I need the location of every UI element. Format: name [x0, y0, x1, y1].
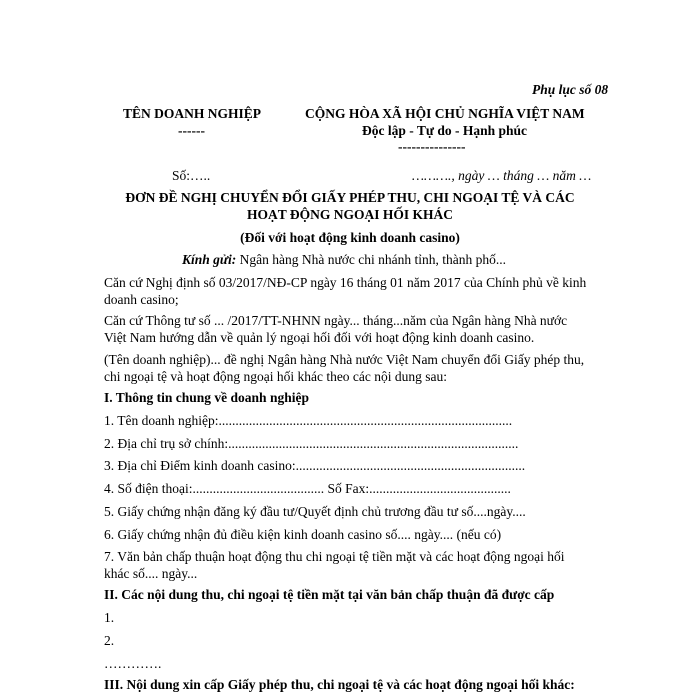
recipient-label: Kính gửi:	[182, 252, 237, 267]
recipient-value: Ngân hàng Nhà nước chi nhánh tỉnh, thành phố...	[236, 252, 507, 267]
section1-heading: I. Thông tin chung về doanh nghiệp	[104, 390, 309, 405]
recipient-line	[182, 252, 506, 268]
republic-title: CỘNG HÒA XÃ HỘI CHỦ NGHĨA VIỆT NAM	[305, 106, 585, 121]
request-line1: (Tên doanh nghiệp)... đề nghị Ngân hàng Nhà nước Việt Nam chuyển đổi Giấy phép thu,	[104, 352, 585, 367]
section3-heading: III. Nội dung xin cấp Giấy phép thu, chi ngoại tệ và các hoạt động ngoại hối khác:	[104, 677, 575, 692]
appendix-label: Phụ lục số 08	[532, 82, 609, 97]
basis2-line2: Việt Nam hướng dẫn về quản lý ngoại hối đối với hoạt động kinh doanh casino.	[104, 330, 535, 345]
document-title-line1: ĐƠN ĐỀ NGHỊ CHUYỂN ĐỔI GIẤY PHÉP THU, CHI NGOẠI TỆ VÀ CÁC	[125, 190, 575, 205]
section2-heading: II. Các nội dung thu, chi ngoại tệ tiền mặt tại văn bản chấp thuận đã được cấp	[104, 587, 555, 602]
section2-item-2: 2.	[104, 633, 115, 648]
section1-item-phone-fax: 4. Số điện thoại:....................................... Số Fax:..........................................	[104, 481, 511, 496]
section1-item-approval-line2: khác số.... ngày...	[104, 566, 198, 581]
section1-item-investment-cert: 5. Giấy chứng nhận đăng ký đầu tư/Quyết định chủ trương đầu tư số....ngày....	[104, 504, 526, 519]
section1-item-approval-line1: 7. Văn bản chấp thuận hoạt động thu chi ngoại tệ tiền mặt và các hoạt động ngoại hối	[104, 549, 565, 564]
document-date: ………., ngày … tháng … năm …	[412, 168, 592, 183]
company-name: TÊN DOANH NGHIỆP	[123, 106, 262, 121]
company-dashes: ------	[178, 123, 205, 138]
section1-item-company-name: 1. Tên doanh nghiệp:.......................................................................................	[104, 413, 513, 428]
basis2-line1: Căn cứ Thông tư số ... /2017/TT-NHNN ngày... tháng...năm của Ngân hàng Nhà nước	[104, 313, 568, 328]
section1-item-casino-cert: 6. Giấy chứng nhận đủ điều kiện kinh doanh casino số.... ngày.... (nếu có)	[104, 527, 502, 542]
section2-item-1: 1.	[104, 610, 115, 625]
request-line2: chi ngoại tệ và hoạt động ngoại hối khác theo các nội dung sau:	[104, 369, 448, 384]
republic-dashes: ---------------	[398, 139, 466, 154]
document-number: Số:…..	[172, 168, 211, 183]
basis1-line1: Căn cứ Nghị định số 03/2017/NĐ-CP ngày 16 tháng 01 năm 2017 của Chính phủ về kinh	[104, 275, 587, 290]
section1-item-casino-address: 3. Địa chỉ Điểm kinh doanh casino:....................................................................	[104, 458, 526, 473]
document-title-line2: HOẠT ĐỘNG NGOẠI HỐI KHÁC	[246, 207, 454, 222]
basis1-line2: doanh casino;	[104, 292, 179, 307]
republic-motto: Độc lập - Tự do - Hạnh phúc	[362, 123, 528, 138]
section1-item-head-office: 2. Địa chỉ trụ sở chính:......................................................................................	[104, 436, 519, 451]
document-subtitle: (Đối với hoạt động kinh doanh casino)	[240, 230, 460, 245]
section2-item-ellipsis: ………….	[104, 656, 162, 671]
